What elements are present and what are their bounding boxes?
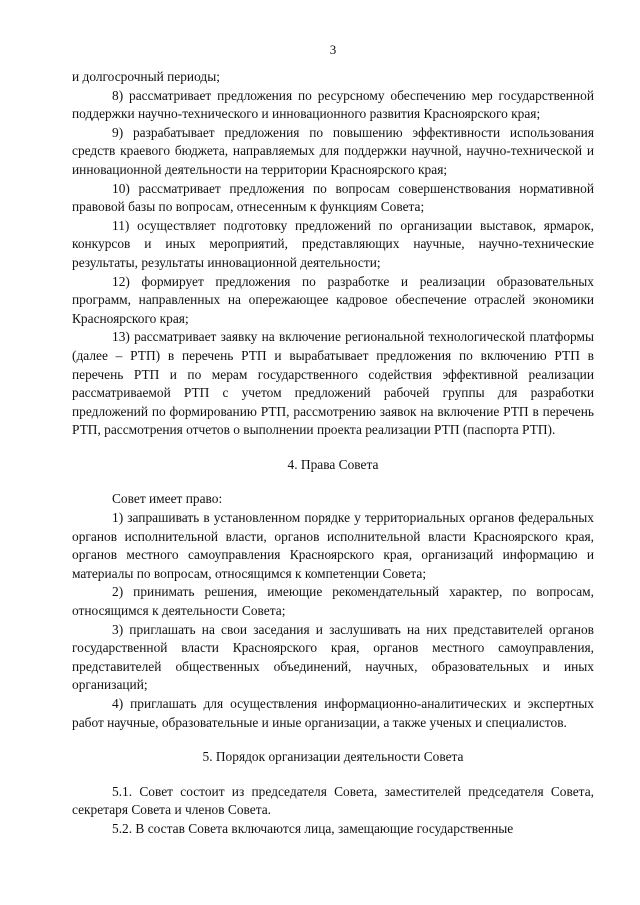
paragraph-item-11: 11) осуществляет подготовку предложений по организации выставок, ярмарок, конкурсов и иных мероприятий, представляющих научные, научно-технические результаты, результаты инновационной деятельности; — [72, 217, 594, 270]
section-5-body — [72, 783, 594, 839]
paragraph-item-8: 8) рассматривает предложения по ресурсному обеспечению мер государственной поддержки научно-технического и инновационного развития Красноярского края; — [72, 87, 594, 122]
paragraph-right-1: 1) запрашивать в установленном порядке у территориальных органов федеральных органов исполнительной власти, органов исполнительной власти Красноярского края, органов местного самоуправления Красноярского края, организаций информацию и материалы по вопросам, относящимся к компетенции Совета; — [72, 510, 594, 581]
functions-list-continued — [72, 68, 594, 440]
paragraph-right-2: 2) принимать решения, имеющие рекомендательный характер, по вопросам, относящимся к деятельности Совета; — [72, 584, 594, 619]
paragraph-rights-intro: Совет имеет право: — [112, 491, 223, 507]
paragraph-item-10: 10) рассматривает предложения по вопросам совершенствования нормативной правовой базы по вопросам, отнесенным к функциям Совета; — [72, 180, 594, 215]
paragraph-item-13: 13) рассматривает заявку на включение региональной технологической платформы (далее – РТП) в перечень РТП и вырабатывает предложения по включению РТП в перечень РТП и по мерам государственного содействия эффективной реализации рассматриваемой РТП с учетом предложений рабочей группы для разработки предложений по формированию РТП, рассмотрению заявок на включение РТП в перечень РТП, рассмотрения отчетов о выполнении проекта реализации РТП (паспорта РТП). — [72, 329, 594, 438]
paragraph-5-1: 5.1. Совет состоит из председателя Совета, заместителей председателя Совета, секретаря Совета и членов Совета. — [72, 783, 594, 818]
paragraph-continuation: и долгосрочный периоды; — [72, 69, 220, 84]
page-number: 3 — [329, 42, 337, 57]
section-4-body — [72, 490, 594, 732]
paragraph-5-2: 5.2. В состав Совета включаются лица, замещающие государственные — [112, 820, 514, 836]
paragraph-right-4: 4) приглашать для осуществления информационно-аналитических и экспертных работ научные, образовательные и иные организации, а также ученых и специалистов. — [72, 696, 594, 730]
paragraph-right-3: 3) приглашать на свои заседания и заслушивать на них представителей органов государственной власти Красноярского края, органов местного самоуправления, представителей общественных объединений, научных, образовательных и иных организаций; — [72, 621, 594, 693]
paragraph-item-9: 9) разрабатывает предложения по повышению эффективности использования средств краевого бюджета, направляемых для поддержки научной, научно-технической и инновационной деятельности на территории Красноярского края; — [72, 124, 594, 177]
section-5-heading: 5. Порядок организации деятельности Совета — [202, 749, 464, 765]
paragraph-item-12: 12) формирует предложения по разработке и реализации образовательных программ, направленных на опережающее кадровое обеспечение отраслей экономики Красноярского края; — [72, 273, 594, 326]
section-4-heading: 4. Права Совета — [287, 456, 379, 472]
